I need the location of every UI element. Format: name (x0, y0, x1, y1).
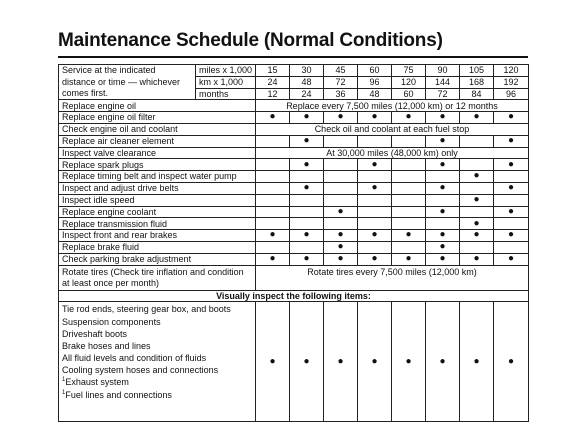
empty-cell (290, 241, 324, 253)
service-dot: ● (494, 253, 529, 265)
table-row (59, 112, 529, 124)
service-dot: ● (494, 230, 529, 242)
header-row-months (59, 88, 529, 100)
service-dot: ● (460, 218, 494, 230)
maintenance-item-label: Replace engine coolant (59, 206, 256, 218)
visual-inspect-item (62, 328, 252, 340)
service-dot: ● (290, 112, 324, 124)
service-dot: ● (256, 253, 290, 265)
interval-cell: 72 (324, 76, 358, 88)
empty-cell (426, 171, 460, 183)
interval-cell: 30 (290, 65, 324, 77)
service-dot: ● (290, 302, 324, 422)
service-dot: ● (290, 253, 324, 265)
service-dot: ● (324, 112, 358, 124)
interval-cell: 24 (256, 76, 290, 88)
visual-inspect-item-text: Brake hoses and lines (62, 340, 151, 351)
maintenance-item-label (59, 265, 256, 290)
interval-cell: 144 (426, 76, 460, 88)
service-interval-label: distance or time — whichever (59, 76, 196, 88)
visual-inspect-item (62, 376, 252, 388)
page-title: Maintenance Schedule (Normal Conditions) (58, 30, 443, 51)
empty-cell (460, 206, 494, 218)
table-row (59, 206, 529, 218)
service-dot: ● (256, 230, 290, 242)
empty-cell (494, 218, 529, 230)
service-dot: ● (256, 112, 290, 124)
visual-inspect-item-text: Cooling system hoses and connections (62, 365, 219, 376)
empty-cell (460, 241, 494, 253)
empty-cell (324, 171, 358, 183)
service-dot: ● (426, 206, 460, 218)
empty-cell (392, 159, 426, 171)
visual-inspect-item (62, 352, 252, 364)
visual-inspect-item (62, 364, 252, 376)
visual-inspect-item-text: All fluid levels and condition of fluids (62, 353, 207, 364)
service-dot: ● (392, 302, 426, 422)
table-row (59, 253, 529, 265)
table-row-rotate-tires (59, 265, 529, 290)
visual-inspect-item (62, 340, 252, 352)
empty-cell (392, 206, 426, 218)
service-dot: ● (494, 302, 529, 422)
visual-inspect-item-text: Tie rod ends, steering gear box, and boots (62, 304, 231, 315)
maintenance-schedule-table-wrap (58, 64, 529, 422)
visual-inspect-item (62, 316, 252, 328)
service-interval-label: comes first. (59, 88, 196, 100)
visual-inspect-item-text: Exhaust system (65, 377, 129, 388)
service-interval-label: Service at the indicated (59, 65, 196, 77)
empty-cell (324, 194, 358, 206)
interval-note: Replace every 7,500 miles (12,000 km) or 12 months (256, 100, 529, 112)
interval-cell: 192 (494, 76, 529, 88)
empty-cell (290, 218, 324, 230)
maintenance-item-label: Replace engine oil filter (59, 112, 256, 124)
empty-cell (256, 206, 290, 218)
table-row (59, 147, 529, 159)
visual-inspect-item-text: Suspension components (62, 316, 161, 327)
empty-cell (358, 206, 392, 218)
service-dot: ● (392, 112, 426, 124)
visual-inspect-item-text: Driveshaft boots (62, 328, 128, 339)
empty-cell (256, 135, 290, 147)
header-row-km (59, 76, 529, 88)
service-dot: ● (392, 253, 426, 265)
service-dot: ● (358, 159, 392, 171)
visual-inspect-heading: Visually inspect the following items: (59, 290, 529, 302)
rotate-tires-line: Rotate tires (Check tire inflation and condition (62, 266, 244, 277)
empty-cell (256, 159, 290, 171)
interval-cell: 84 (460, 88, 494, 100)
service-dot: ● (460, 112, 494, 124)
table-row (59, 159, 529, 171)
table-row (59, 123, 529, 135)
empty-cell (358, 194, 392, 206)
empty-cell (256, 218, 290, 230)
service-dot: ● (324, 230, 358, 242)
maintenance-item-label: Replace brake fluid (59, 241, 256, 253)
empty-cell (494, 241, 529, 253)
maintenance-item-label: Replace engine oil (59, 100, 256, 112)
maintenance-item-label: Replace transmission fluid (59, 218, 256, 230)
title-underline (58, 56, 528, 58)
service-dot: ● (494, 112, 529, 124)
empty-cell (324, 182, 358, 194)
empty-cell (256, 194, 290, 206)
empty-cell (426, 218, 460, 230)
empty-cell (324, 159, 358, 171)
empty-cell (256, 241, 290, 253)
empty-cell (256, 171, 290, 183)
empty-cell (392, 182, 426, 194)
maintenance-item-label: Inspect idle speed (59, 194, 256, 206)
table-row (59, 218, 529, 230)
service-dot: ● (494, 206, 529, 218)
maintenance-schedule-table (58, 64, 529, 422)
table-row (59, 194, 529, 206)
visual-inspect-item-text: Fuel lines and connections (65, 389, 172, 400)
maintenance-item-label: Replace spark plugs (59, 159, 256, 171)
service-dot: ● (460, 253, 494, 265)
empty-cell (494, 194, 529, 206)
maintenance-item-label: Replace air cleaner element (59, 135, 256, 147)
empty-cell (358, 171, 392, 183)
service-dot: ● (426, 182, 460, 194)
maintenance-item-label: Inspect and adjust drive belts (59, 182, 256, 194)
interval-cell: 120 (392, 76, 426, 88)
maintenance-item-label: Replace timing belt and inspect water pump (59, 171, 256, 183)
maintenance-item-label: Inspect valve clearance (59, 147, 256, 159)
interval-cell: 75 (392, 65, 426, 77)
interval-cell: 72 (426, 88, 460, 100)
table-body (59, 65, 529, 422)
interval-cell: 60 (392, 88, 426, 100)
interval-cell: 120 (494, 65, 529, 77)
interval-cell: 36 (324, 88, 358, 100)
service-dot: ● (494, 135, 529, 147)
service-dot: ● (426, 253, 460, 265)
maintenance-item-label: Inspect front and rear brakes (59, 230, 256, 242)
interval-cell: 90 (426, 65, 460, 77)
empty-cell (290, 171, 324, 183)
empty-cell (290, 194, 324, 206)
visual-inspect-row (59, 302, 529, 422)
interval-cell: 168 (460, 76, 494, 88)
service-dot: ● (358, 182, 392, 194)
interval-cell: 12 (256, 88, 290, 100)
unit-label: miles x 1,000 (196, 65, 256, 77)
table-row (59, 100, 529, 112)
empty-cell (392, 241, 426, 253)
table-row (59, 230, 529, 242)
service-dot: ● (494, 182, 529, 194)
empty-cell (256, 182, 290, 194)
empty-cell (494, 171, 529, 183)
interval-cell: 48 (358, 88, 392, 100)
interval-cell: 24 (290, 88, 324, 100)
interval-note: At 30,000 miles (48,000 km) only (256, 147, 529, 159)
header-row-miles (59, 65, 529, 77)
interval-note: Rotate tires every 7,500 miles (12,000 km) (256, 265, 529, 290)
maintenance-item-label: Check engine oil and coolant (59, 123, 256, 135)
table-row (59, 135, 529, 147)
service-dot: ● (460, 171, 494, 183)
unit-label: months (196, 88, 256, 100)
service-dot: ● (426, 112, 460, 124)
service-dot: ● (426, 241, 460, 253)
service-dot: ● (426, 302, 460, 422)
empty-cell (426, 194, 460, 206)
empty-cell (460, 182, 494, 194)
interval-note: Check oil and coolant at each fuel stop (256, 123, 529, 135)
service-dot: ● (324, 206, 358, 218)
empty-cell (290, 206, 324, 218)
service-dot: ● (290, 230, 324, 242)
interval-cell: 15 (256, 65, 290, 77)
service-dot: ● (358, 230, 392, 242)
empty-cell (358, 135, 392, 147)
service-dot: ● (358, 112, 392, 124)
service-dot: ● (290, 159, 324, 171)
interval-cell: 96 (358, 76, 392, 88)
table-row (59, 241, 529, 253)
empty-cell (358, 241, 392, 253)
rotate-tires-line: at least once per month) (62, 277, 160, 288)
empty-cell (324, 135, 358, 147)
service-dot: ● (324, 253, 358, 265)
visual-inspect-list (59, 302, 256, 422)
interval-cell: 45 (324, 65, 358, 77)
empty-cell (392, 218, 426, 230)
service-dot: ● (324, 241, 358, 253)
interval-cell: 105 (460, 65, 494, 77)
empty-cell (392, 135, 426, 147)
service-dot: ● (392, 230, 426, 242)
empty-cell (392, 171, 426, 183)
service-dot: ● (290, 182, 324, 194)
interval-cell: 48 (290, 76, 324, 88)
service-dot: ● (324, 302, 358, 422)
footnote-mark: 1 (62, 389, 66, 396)
service-dot: ● (426, 230, 460, 242)
empty-cell (460, 159, 494, 171)
empty-cell (358, 218, 392, 230)
empty-cell (392, 194, 426, 206)
service-dot: ● (290, 135, 324, 147)
service-dot: ● (358, 253, 392, 265)
interval-cell: 96 (494, 88, 529, 100)
service-dot: ● (460, 302, 494, 422)
service-dot: ● (358, 302, 392, 422)
service-dot: ● (460, 194, 494, 206)
service-dot: ● (460, 230, 494, 242)
interval-cell: 60 (358, 65, 392, 77)
service-dot: ● (426, 135, 460, 147)
service-dot: ● (426, 159, 460, 171)
service-dot: ● (256, 302, 290, 422)
visual-inspect-heading-row (59, 290, 529, 302)
visual-inspect-item (62, 303, 252, 315)
footnote-mark: 1 (62, 377, 66, 384)
unit-label: km x 1,000 (196, 76, 256, 88)
empty-cell (460, 135, 494, 147)
maintenance-item-label: Check parking brake adjustment (59, 253, 256, 265)
visual-inspect-item (62, 389, 252, 401)
table-row (59, 171, 529, 183)
service-dot: ● (494, 159, 529, 171)
table-row (59, 182, 529, 194)
empty-cell (324, 218, 358, 230)
